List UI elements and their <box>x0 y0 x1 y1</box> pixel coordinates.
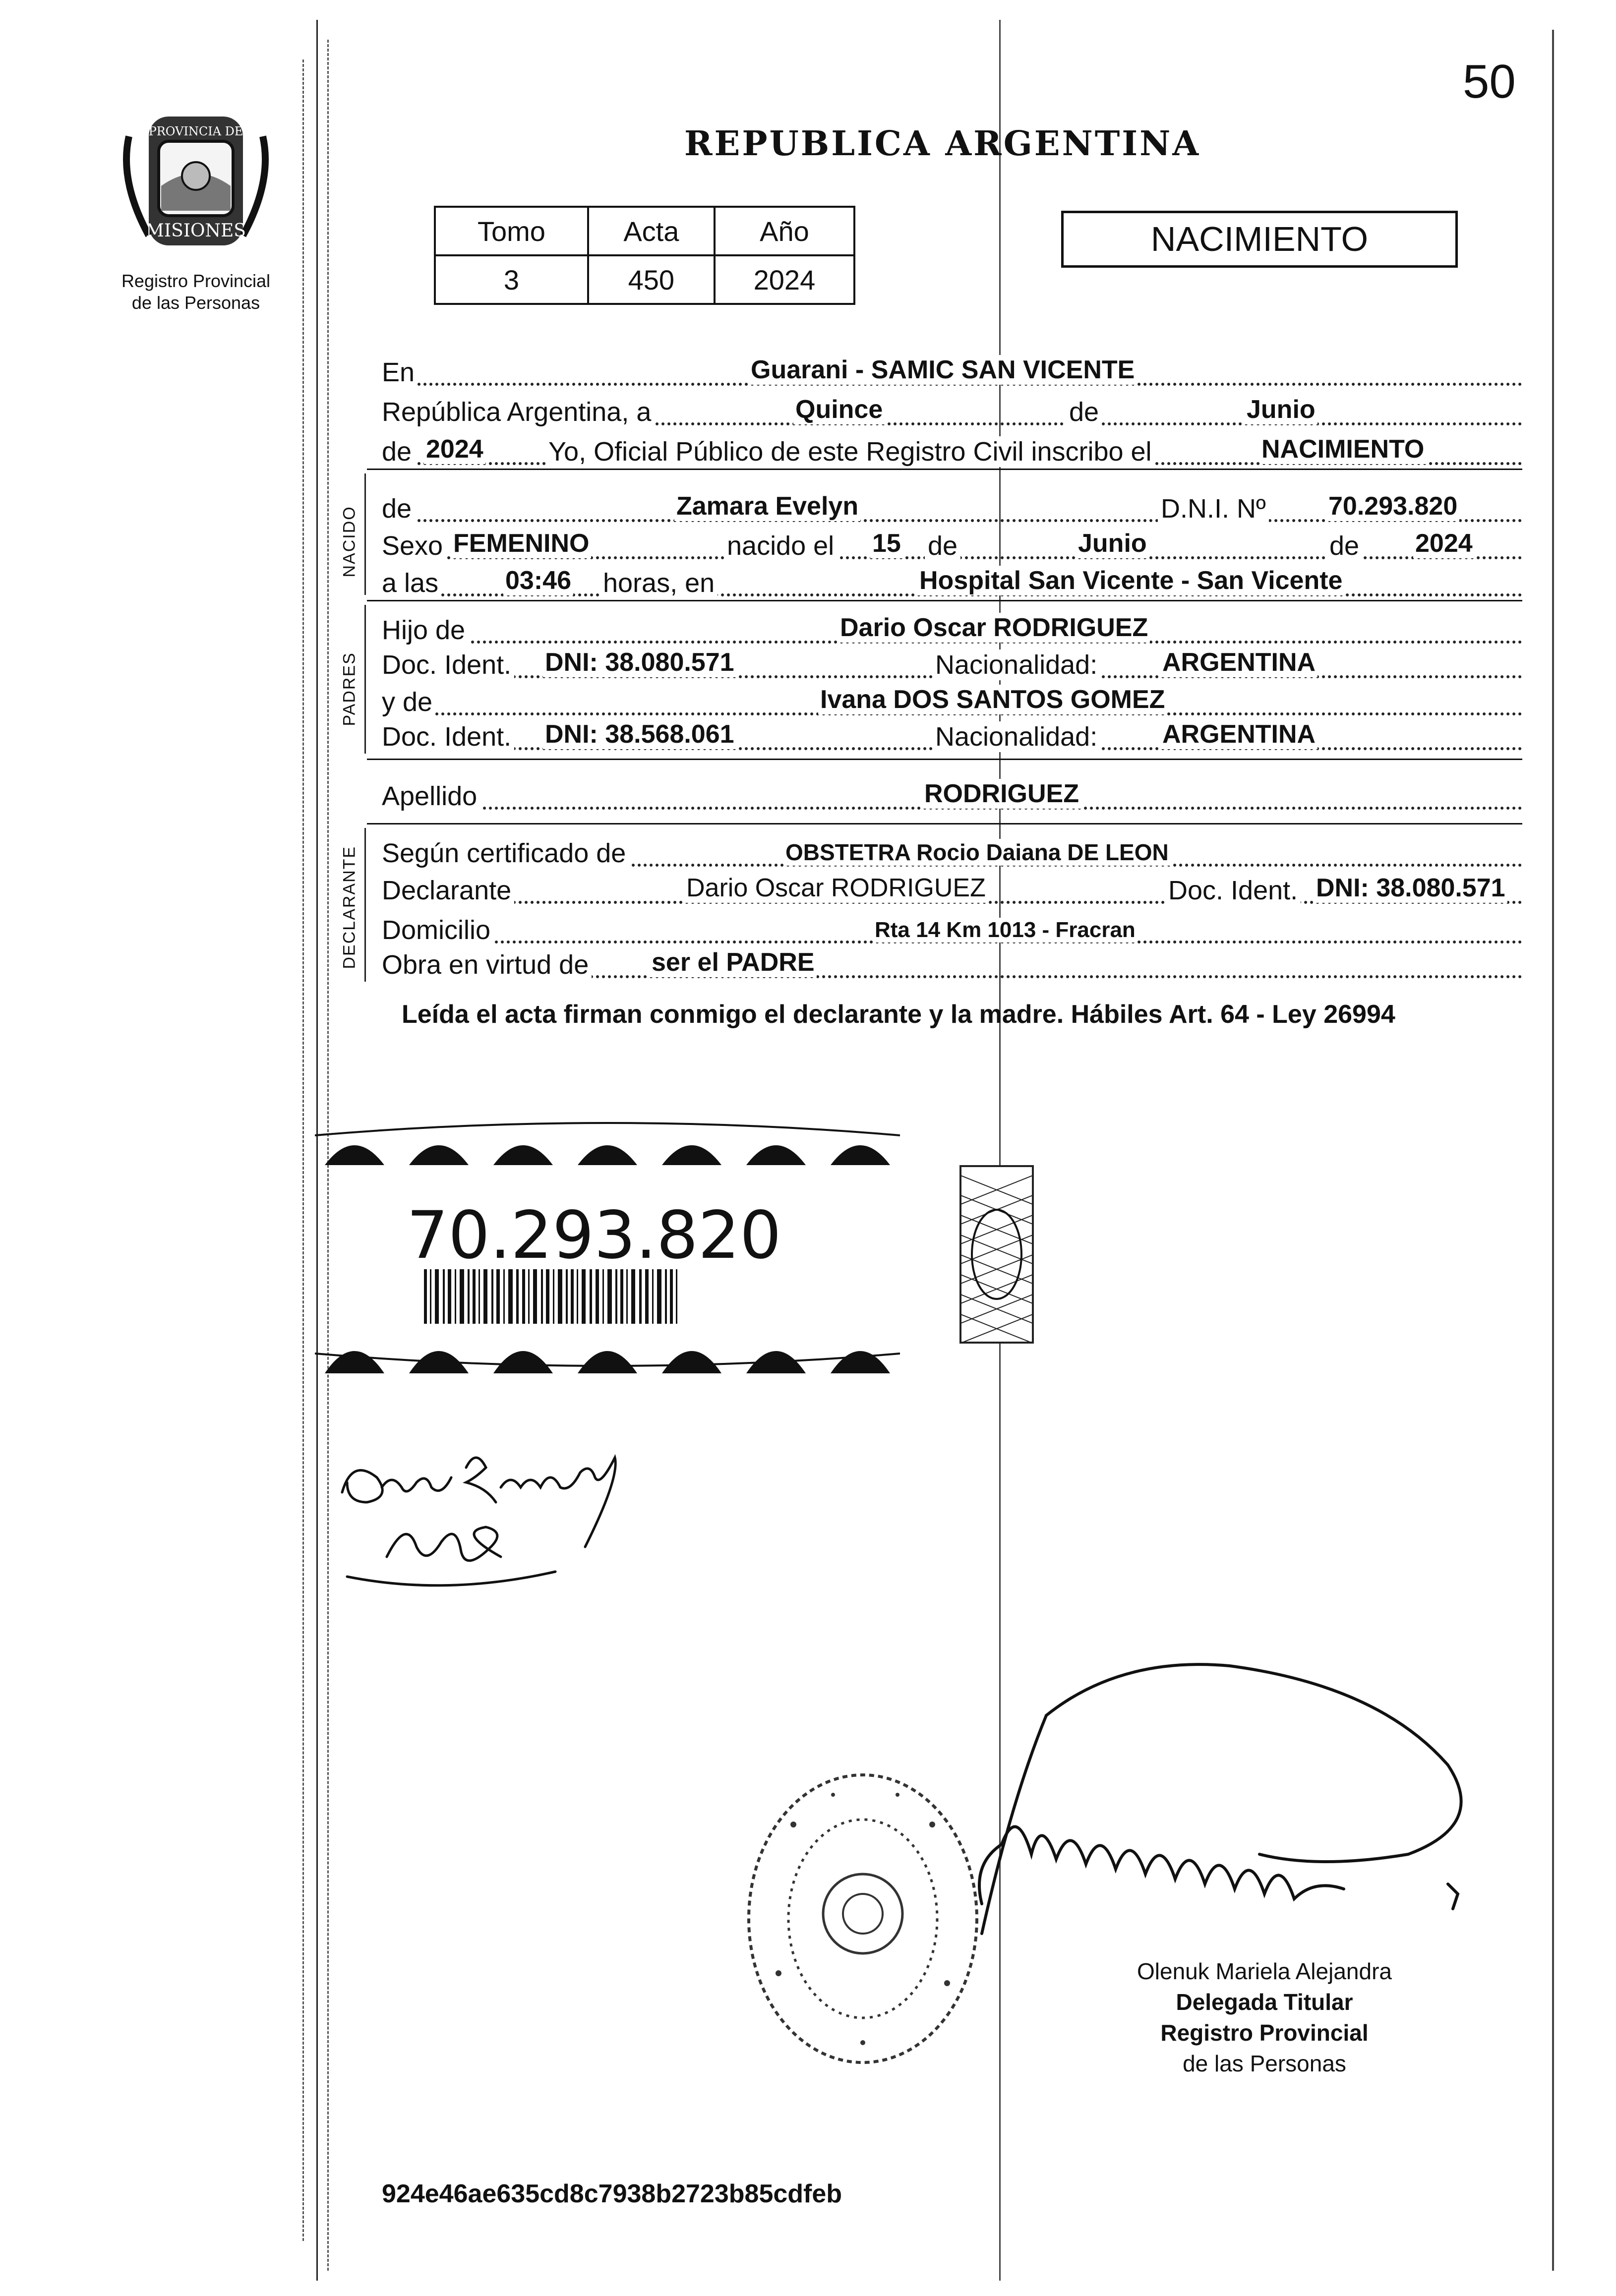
label-de-nombre: de <box>382 493 415 524</box>
svg-text:MISIONES: MISIONES <box>146 221 246 241</box>
label-dni: D.N.I. Nº <box>1158 493 1269 524</box>
value-madre-nac: ARGENTINA <box>1160 719 1317 749</box>
official-office2: de las Personas <box>1183 2051 1346 2076</box>
value-madre-doc: DNI: 38.568.061 <box>543 719 736 749</box>
province-logo <box>114 107 278 255</box>
side-label-padres: PADRES <box>340 652 359 726</box>
province-seal-icon <box>114 107 278 255</box>
value-lugar: Guarani - SAMIC SAN VICENTE <box>749 355 1137 385</box>
registry-value-anio: 2024 <box>715 255 854 304</box>
value-dia-texto: Quince <box>793 395 885 424</box>
label-sexo: Sexo <box>382 530 446 561</box>
row-nombre <box>382 488 1522 527</box>
registry-header-acta: Acta <box>588 207 715 255</box>
label-declarante: Declarante <box>382 875 514 906</box>
label-doc-ident-declarante: Doc. Ident. <box>1165 875 1301 906</box>
dni-sticker <box>315 1116 900 1373</box>
registry-value-tomo: 3 <box>435 255 588 304</box>
value-nombre: Zamara Evelyn <box>674 491 860 521</box>
separator-3 <box>367 759 1522 760</box>
label-de-nac-mes: de <box>925 530 960 561</box>
value-nac-mes: Junio <box>1076 529 1149 558</box>
sticker-number: 70.293.820 <box>407 1197 781 1274</box>
label-domicilio: Domicilio <box>382 915 493 945</box>
label-apellido: Apellido <box>382 781 480 812</box>
value-certificado: OBSTETRA Rocio Daiana DE LEON <box>783 839 1171 866</box>
official-stamp <box>734 1765 992 2072</box>
value-mes: Junio <box>1245 395 1317 424</box>
label-doc-ident-padre: Doc. Ident. <box>382 649 514 680</box>
document-title: REPUBLICA ARGENTINA <box>684 124 1201 164</box>
bracket-padres <box>364 605 366 754</box>
label-yo: Yo, Oficial Público de este Registro Civil inscribo el <box>545 436 1155 467</box>
page-number: 50 <box>1463 55 1516 108</box>
value-madre: Ivana DOS SANTOS GOMEZ <box>818 685 1167 714</box>
value-padre-doc: DNI: 38.080.571 <box>543 648 736 677</box>
value-nac-dia: 15 <box>870 529 903 558</box>
svg-text:PROVINCIA DE: PROVINCIA DE <box>148 124 243 138</box>
value-declarante: Dario Oscar RODRIGUEZ <box>684 873 988 903</box>
row-padre-doc <box>382 645 1522 683</box>
label-hijo-de: Hijo de <box>382 615 468 646</box>
declarant-signature <box>337 1448 674 1606</box>
row-certificado <box>382 833 1522 872</box>
official-block <box>1091 1956 1438 2079</box>
row-lugar <box>382 352 1522 391</box>
declarant-signature-icon <box>337 1448 674 1606</box>
side-label-nacido: NACIDO <box>340 506 359 578</box>
bracket-nacido <box>364 473 366 595</box>
label-a-las: a las <box>382 568 441 598</box>
label-segun: Según certificado de <box>382 838 629 869</box>
margin-line-right <box>1552 30 1554 2271</box>
row-domicilio <box>382 910 1522 948</box>
label-en: En <box>382 357 418 388</box>
row-obra <box>382 944 1522 983</box>
value-apellido: RODRIGUEZ <box>922 779 1081 809</box>
label-doc-ident-madre: Doc. Ident. <box>382 721 514 752</box>
value-tipo: NACIMIENTO <box>1259 434 1426 464</box>
label-y-de: y de <box>382 687 435 717</box>
value-anio: 2024 <box>424 434 485 464</box>
label-de-anio: de <box>382 436 415 467</box>
official-stamp-icon <box>734 1765 992 2072</box>
label-de-nac-anio: de <box>1326 530 1362 561</box>
label-nacido-el: nacido el <box>724 530 837 561</box>
registry-header-anio: Año <box>715 207 854 255</box>
value-hora: 03:46 <box>503 566 573 595</box>
label-horas-en: horas, en <box>600 568 718 598</box>
label-nacionalidad-padre: Nacionalidad: <box>932 649 1100 680</box>
value-domicilio: Rta 14 Km 1013 - Fracran <box>873 918 1137 942</box>
bracket-declarante <box>364 828 366 982</box>
row-sexo <box>382 526 1522 564</box>
value-lugar-nac: Hospital San Vicente - San Vicente <box>917 566 1344 595</box>
value-obra: ser el PADRE <box>650 947 817 977</box>
security-hologram <box>959 1165 1034 1344</box>
side-label-declarante: DECLARANTE <box>340 845 359 969</box>
row-padre <box>382 610 1522 648</box>
value-nac-anio: 2024 <box>1413 529 1475 558</box>
row-declarante <box>382 870 1522 909</box>
row-hora <box>382 563 1522 601</box>
doc-type-box: NACIMIENTO <box>1061 211 1458 268</box>
value-padre-nac: ARGENTINA <box>1160 648 1317 677</box>
registry-header-tomo: Tomo <box>435 207 588 255</box>
registry-table <box>434 206 855 305</box>
official-signature <box>972 1636 1527 1958</box>
value-padre: Dario Oscar RODRIGUEZ <box>838 613 1150 643</box>
official-signature-icon <box>972 1636 1527 1958</box>
value-declarante-doc: DNI: 38.080.571 <box>1314 873 1507 903</box>
row-fecha <box>382 392 1522 430</box>
logo-caption: Registro Provincial de las Personas <box>121 271 271 313</box>
closing-text: Leída el acta firman conmigo el declarante y la madre. Hábiles Art. 64 - Ley 26994 <box>402 1000 1395 1029</box>
row-tipo <box>382 431 1522 470</box>
registry-value-acta: 450 <box>588 255 715 304</box>
row-madre <box>382 682 1522 720</box>
label-de-mes: de <box>1066 397 1102 427</box>
margin-dashes-left <box>302 59 304 2241</box>
value-sexo: FEMENINO <box>451 529 591 558</box>
value-dni: 70.293.820 <box>1326 491 1459 521</box>
official-role: Delegada Titular <box>1176 1989 1353 2015</box>
label-nacionalidad-madre: Nacionalidad: <box>932 721 1100 752</box>
official-name: Olenuk Mariela Alejandra <box>1137 1958 1392 1984</box>
hologram-icon <box>959 1165 1034 1344</box>
separator-4 <box>367 823 1522 824</box>
label-republica: República Argentina, a <box>382 397 654 427</box>
official-office: Registro Provincial <box>1160 2020 1369 2046</box>
row-apellido <box>382 776 1522 815</box>
label-obra: Obra en virtud de <box>382 949 592 980</box>
row-madre-doc <box>382 716 1522 755</box>
document-hash: 924e46ae635cd8c7938b2723b85cdfeb <box>382 2179 842 2208</box>
